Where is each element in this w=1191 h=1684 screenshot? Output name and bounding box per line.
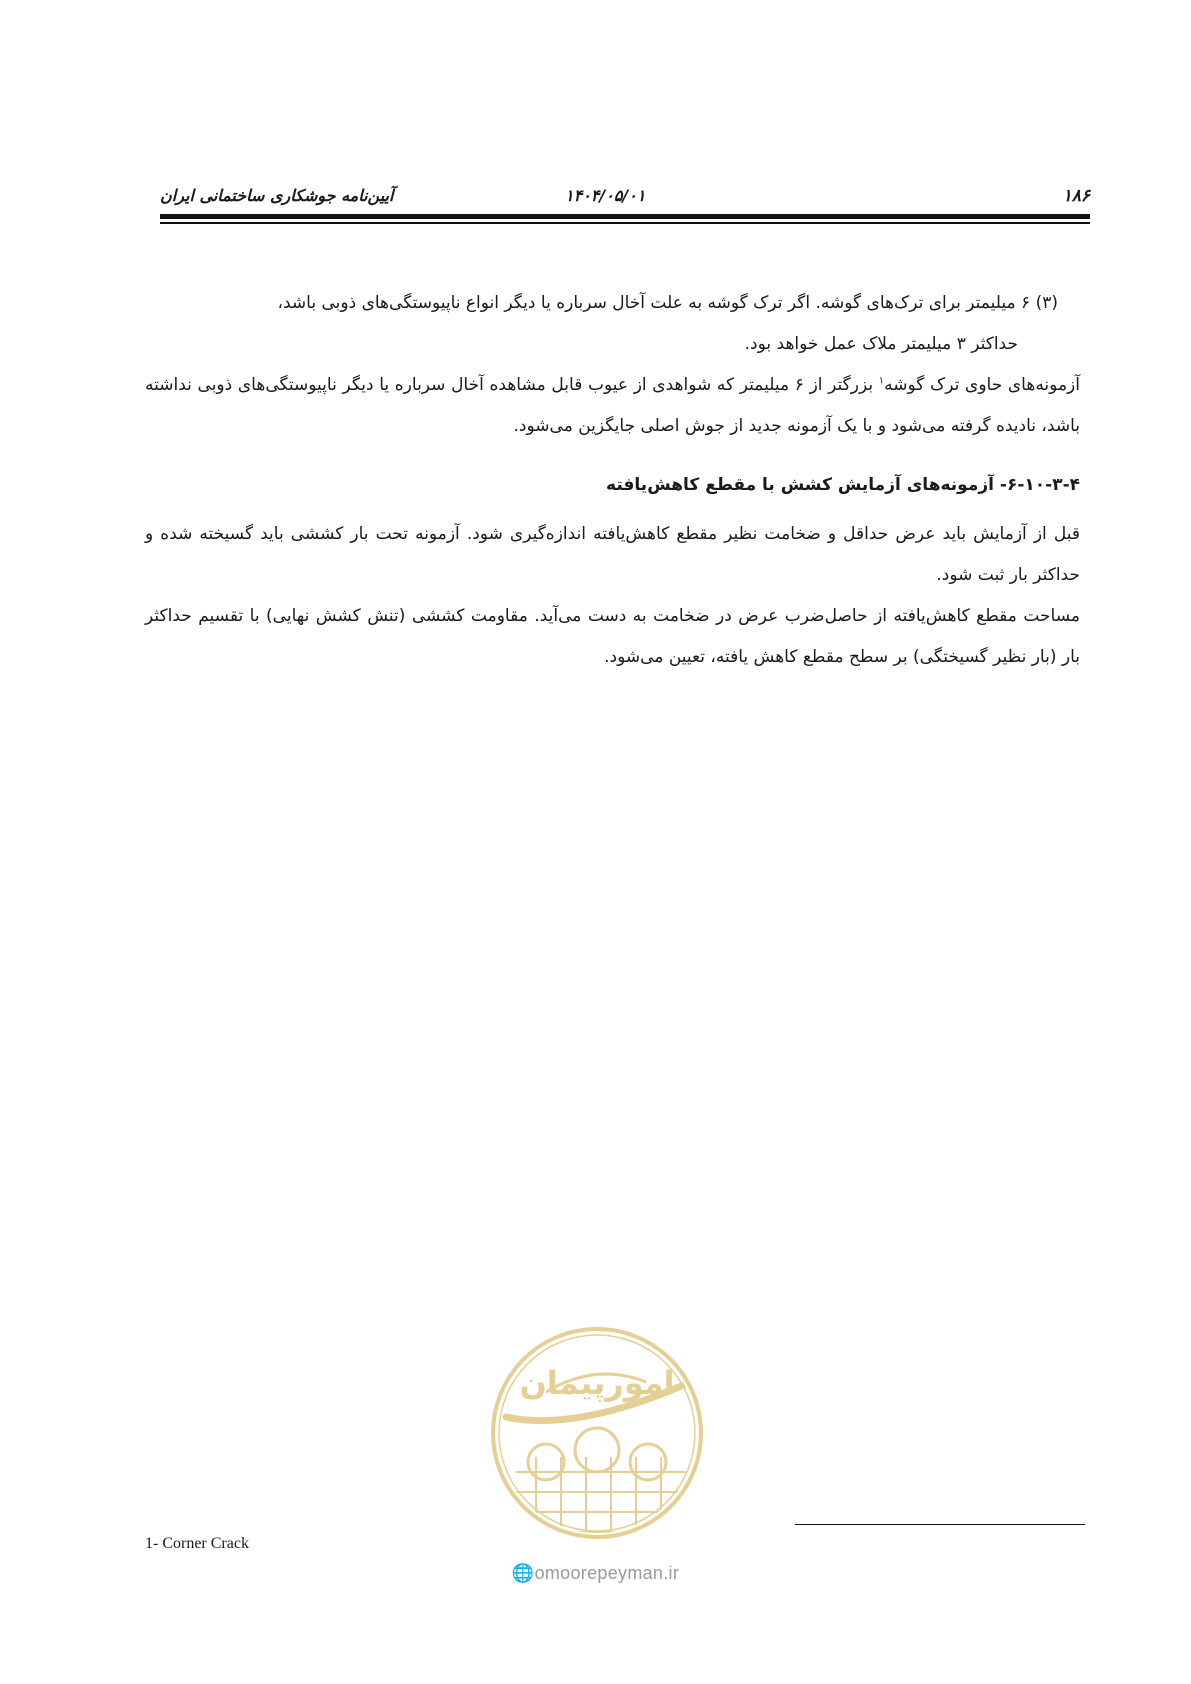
paragraph-corner-crack [145, 365, 1080, 447]
body-text [145, 283, 1080, 678]
footnote: 1- Corner Crack [145, 1535, 249, 1552]
paragraph-tensile-strength: مساحت مقطع کاهش‌یافته از حاصل‌ضرب عرض در ضخامت به دست می‌آید. مقاومت کششی (تنش کشش نهایی) با تقسیم حداکثر بار (بار نظیر گسیختگی) بر سطح مقطع کاهش یافته، تعیین می‌شود. [145, 606, 1080, 667]
page-header [160, 186, 1090, 216]
header-rule-thin [160, 222, 1090, 224]
header-date: ۱۴۰۴/۰۵/۰۱ [565, 186, 646, 205]
watermark-logo-text: امورپیمان [519, 1364, 675, 1402]
item-3-line-1: (۳) ۶ میلیمتر برای ترک‌های گوشه. اگر ترک گوشه به علت آخال سرباره یا دیگر انواع ناپیوستگی‌های ذوبی باشد، [277, 293, 1058, 313]
header-rule-thick [160, 214, 1090, 219]
watermark-url [0, 1563, 1191, 1584]
paragraph-corner-crack-rest: بزرگتر از ۶ میلیمتر که شواهدی از عیوب قابل مشاهده آخال سرباره یا دیگر ناپیوستگی‌های ذوبی نداشته باشد، نادیده گرفته می‌شود و با یک آزمونه جدید از جوش اصلی جایگزین می‌شود. [145, 375, 1080, 436]
item-3-line-2: حداکثر ۳ میلیمتر ملاک عمل خواهد بود. [744, 334, 1018, 354]
footnote-rule [795, 1524, 1085, 1525]
paragraph-measurement: قبل از آزمایش باید عرض حداقل و ضخامت نظیر مقطع کاهش‌یافته اندازه‌گیری شود. آزمونه تحت بار کششی باید گسیخته شده و حداکثر بار ثبت شود. [145, 524, 1080, 585]
globe-icon: 🌐 [511, 1563, 535, 1583]
watermark-url-text: omoorepeyman.ir [534, 1563, 680, 1583]
section-heading: ۶-۱۰-۳-۴- آزمونه‌های آزمایش کشش با مقطع کاهش‌یافته [606, 475, 1080, 495]
page-number: ۱۸۶ [1062, 186, 1090, 206]
watermark-logo [486, 1322, 708, 1552]
paragraph-corner-crack-start: آزمونه‌های حاوی ترک گوشه [884, 375, 1080, 395]
header-title: آیین‌نامه جوشکاری ساختمانی ایران [160, 186, 394, 205]
footnote-marker: ۱ [878, 375, 885, 387]
